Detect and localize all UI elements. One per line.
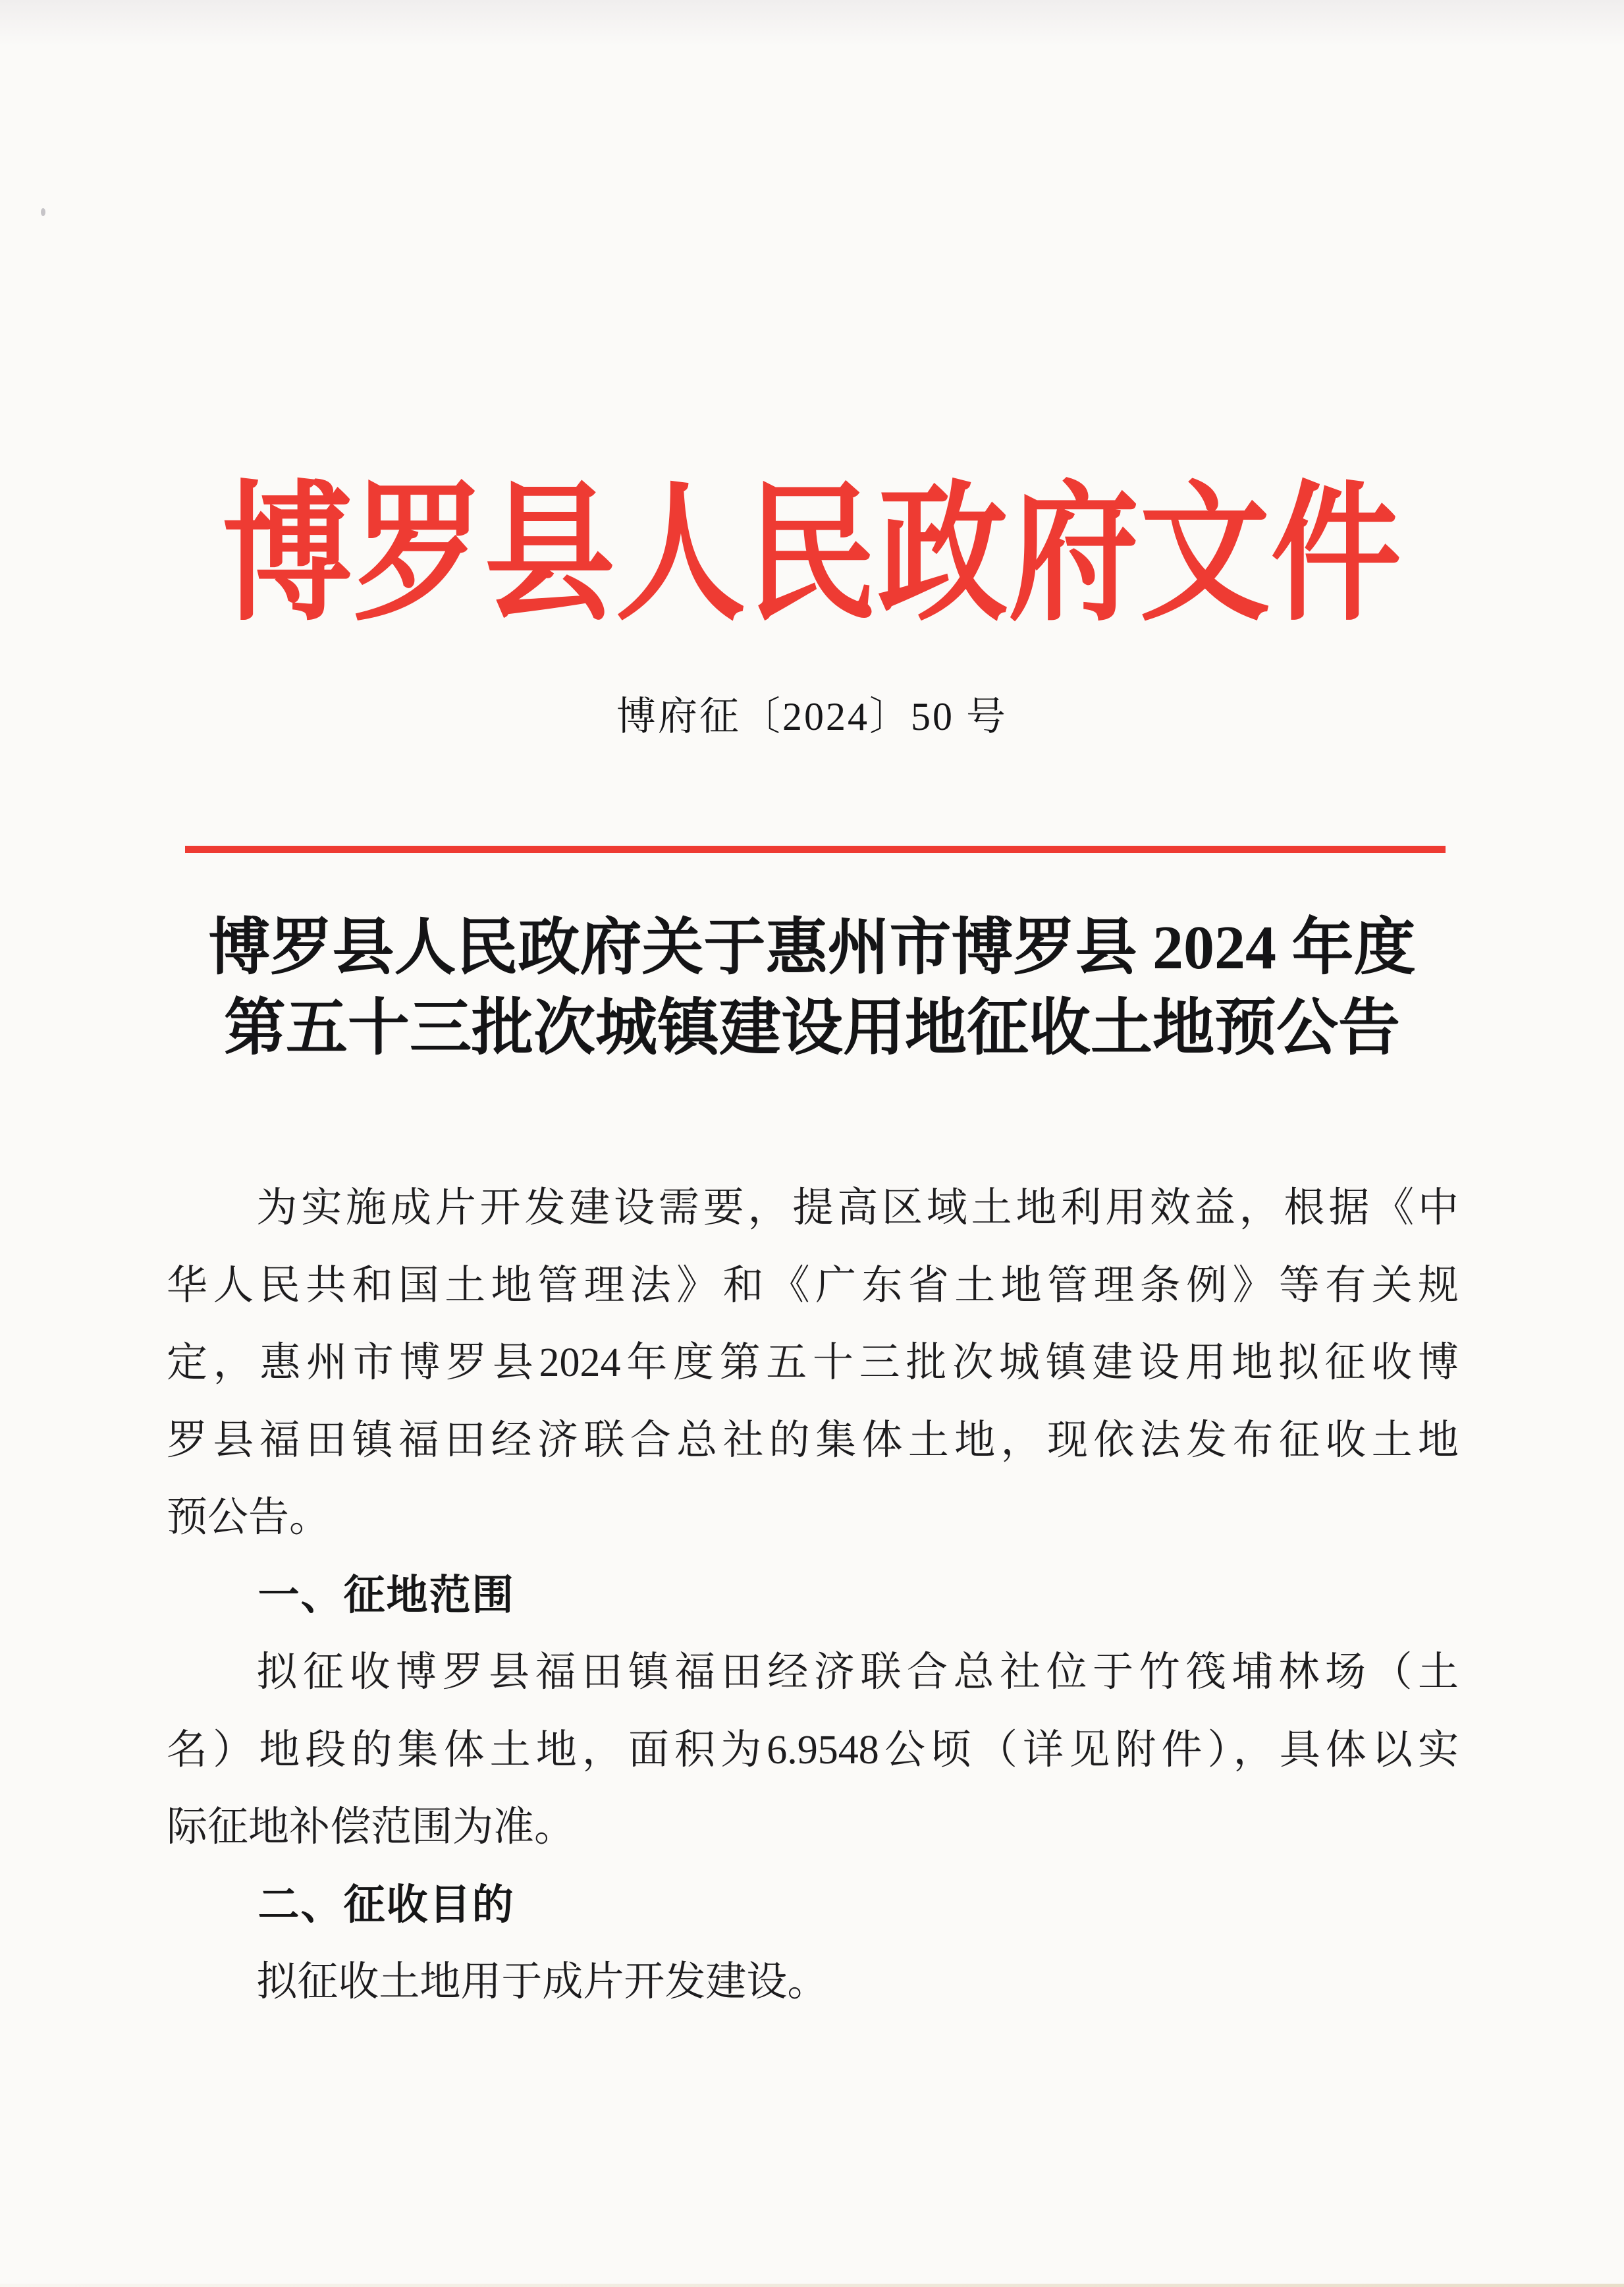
scan-shading <box>0 0 1624 46</box>
document-title <box>0 908 1624 1068</box>
body-line: 名）地段的集体土地，面积为6.9548公顷（详见附件），具体以实 <box>167 1727 1459 1773</box>
document-body <box>167 1170 1459 2022</box>
section-heading-2: 二、征收目的 <box>257 1881 515 1928</box>
body-line: 拟征收博罗县福田镇福田经济联合总社位于竹筏埔林场（土 <box>256 1650 1459 1695</box>
red-divider-line <box>185 846 1446 853</box>
section-heading-1: 一、征地范围 <box>257 1572 515 1618</box>
body-line: 为实施成片开发建设需要，提高区域土地利用效益，根据《中 <box>256 1186 1459 1230</box>
document-number: 博府征〔2024〕50 号 <box>616 695 1008 738</box>
scan-artifact <box>41 208 45 216</box>
body-line: 预公告。 <box>167 1495 331 1540</box>
body-line: 华人民共和国土地管理法》和《广东省土地管理条例》等有关规 <box>167 1263 1459 1308</box>
body-line: 拟征收土地用于成片开发建设。 <box>256 1960 828 2004</box>
document-title-line1: 博罗县人民政府关于惠州市博罗县 2024 年度 <box>208 914 1416 982</box>
red-header-title: 博罗县人民政府文件 <box>222 472 1402 639</box>
body-line: 定，惠州市博罗县2024年度第五十三批次城镇建设用地拟征收博 <box>167 1340 1459 1385</box>
document-title-line2: 第五十三批次城镇建设用地征收土地预公告 <box>223 994 1400 1062</box>
body-line: 际征地补偿范围为准。 <box>167 1805 576 1850</box>
scan-edge <box>0 2284 1624 2287</box>
body-line: 罗县福田镇福田经济联合总社的集体土地，现依法发布征收土地 <box>167 1418 1459 1463</box>
